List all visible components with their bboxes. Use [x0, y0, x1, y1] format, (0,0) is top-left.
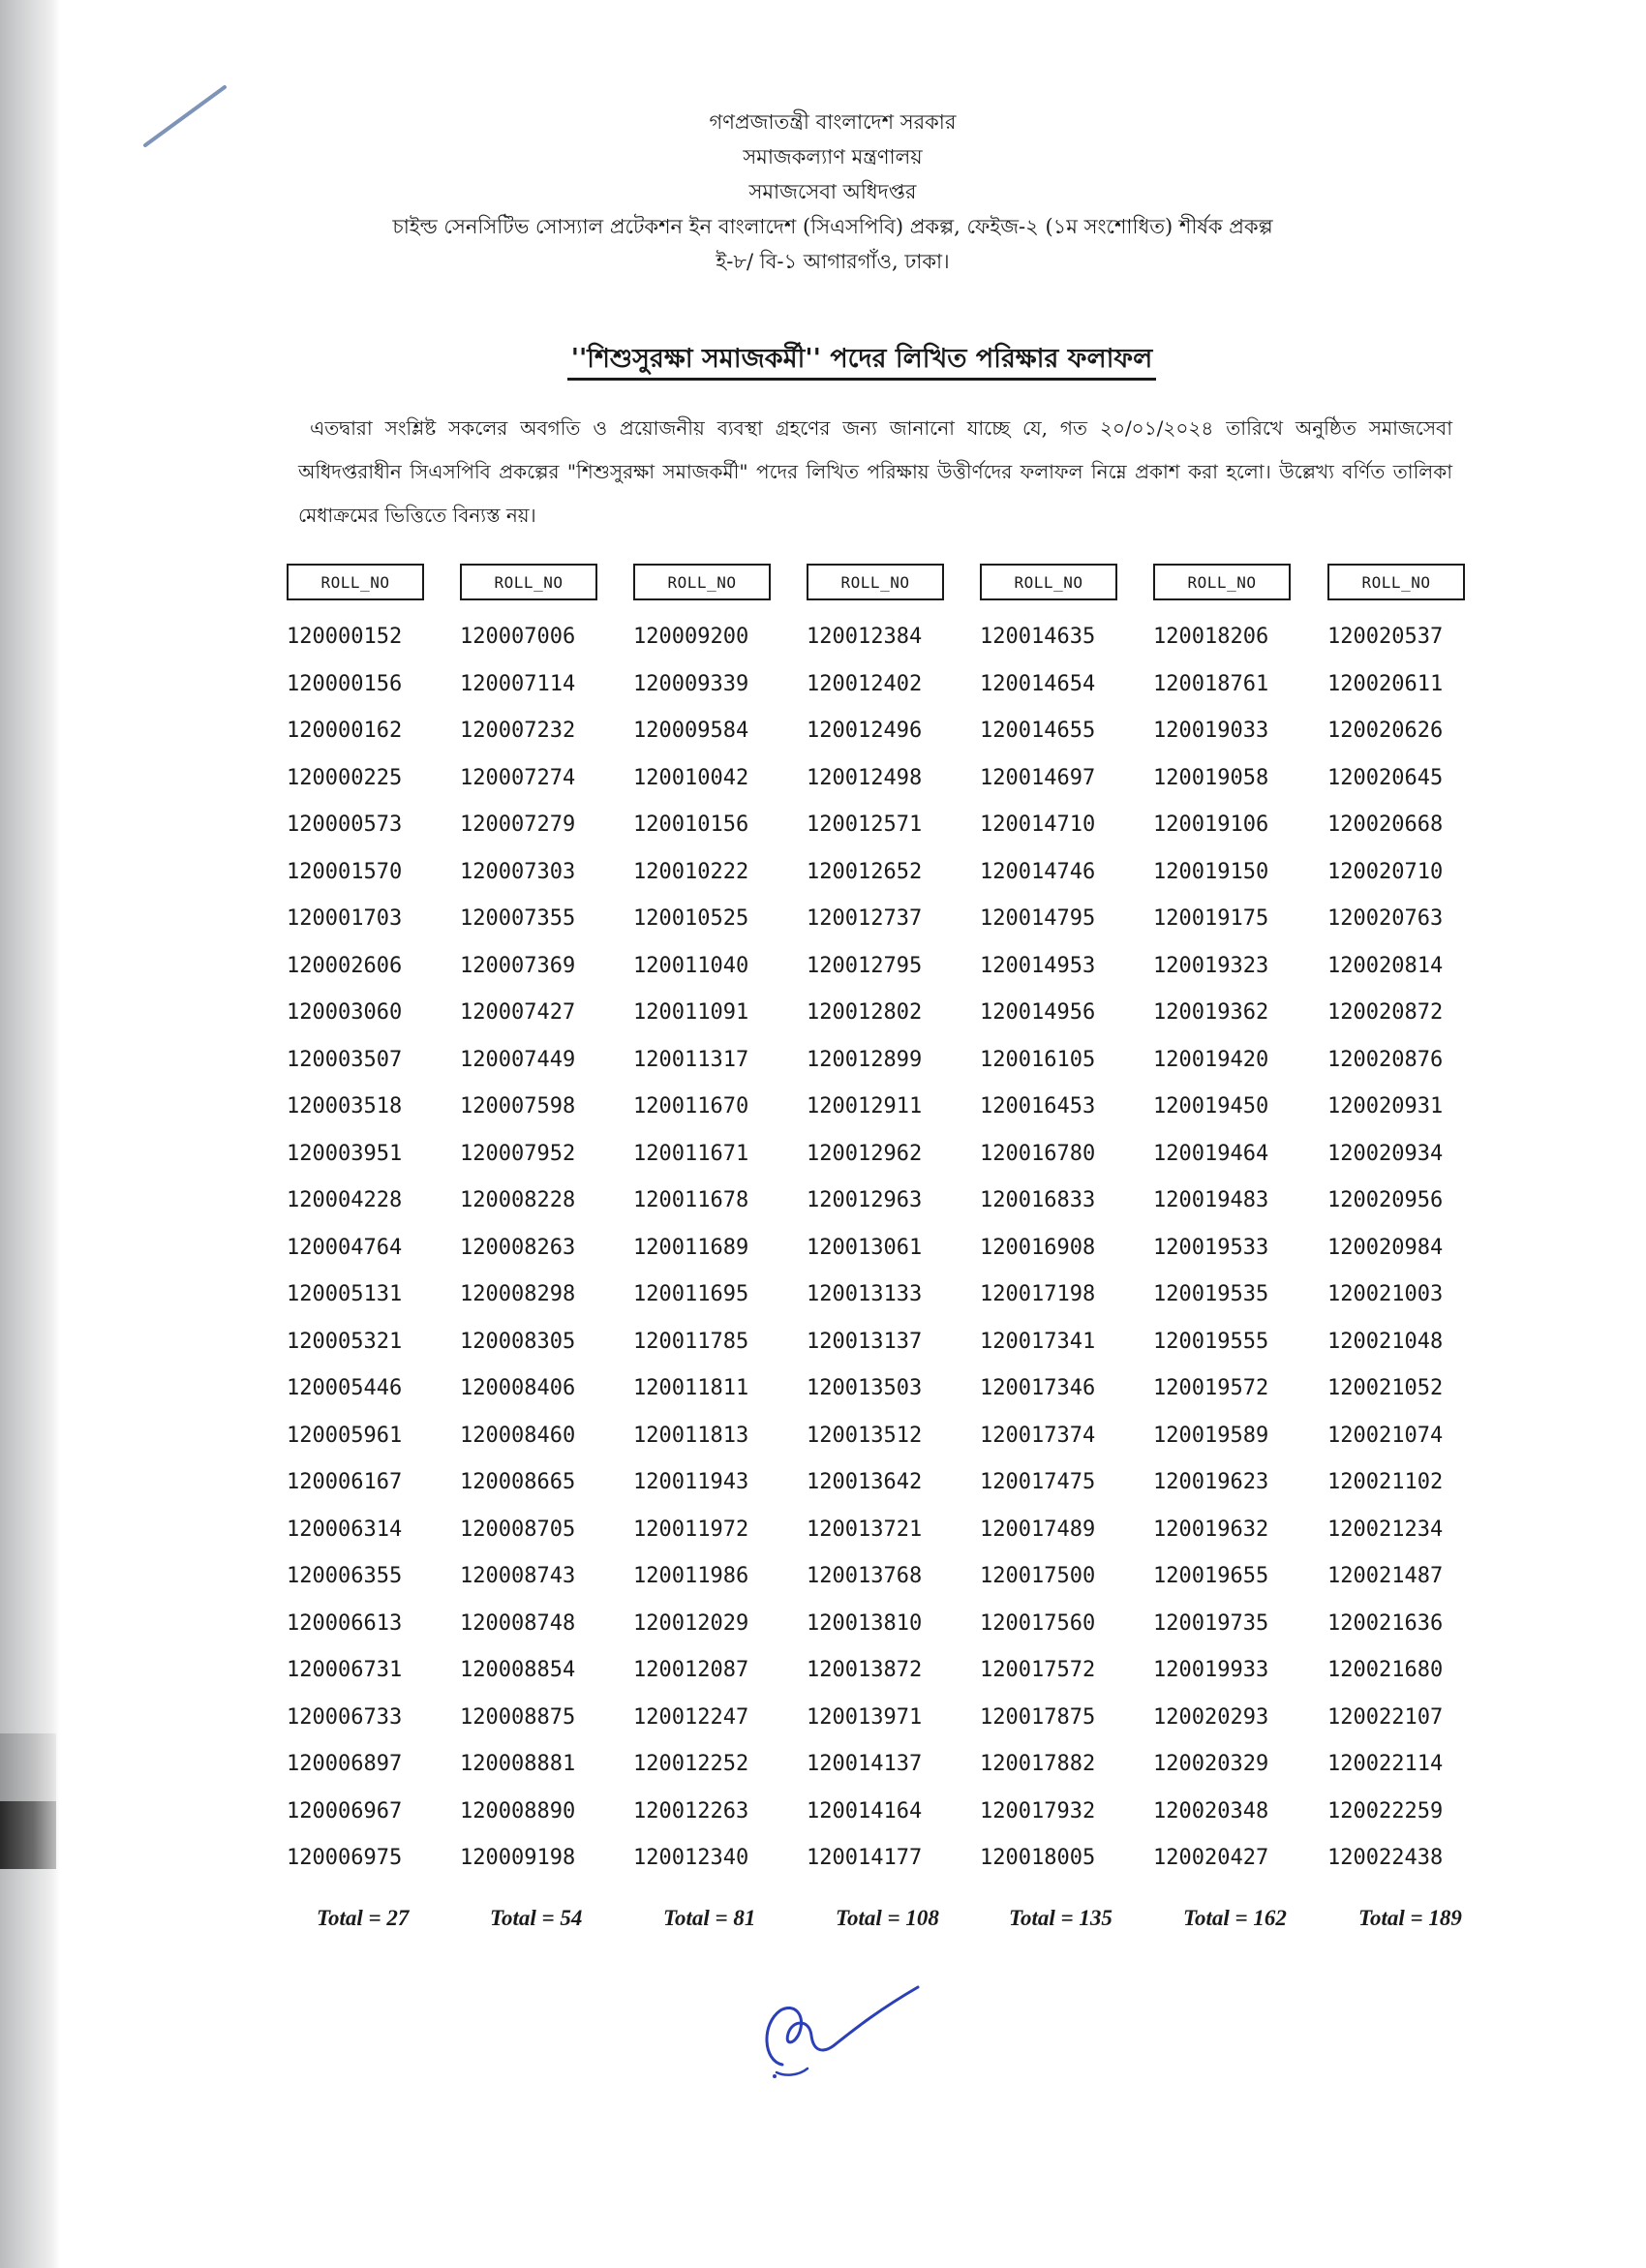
roll-number: 120013503	[807, 1376, 923, 1400]
roll-number: 120006613	[287, 1610, 403, 1636]
roll-number: 120003518	[287, 1094, 403, 1119]
document-title-wrap	[523, 339, 1201, 383]
column-header: ROLL_NO	[460, 564, 597, 600]
roll-number: 120014655	[980, 719, 1096, 743]
roll-number: 120011811	[633, 1376, 749, 1400]
roll-number: 120007598	[460, 1094, 576, 1119]
roll-number: 120020710	[1327, 859, 1444, 884]
column-header: ROLL_NO	[1327, 564, 1465, 600]
scan-mark	[0, 1801, 56, 1869]
roll-number: 120019632	[1153, 1517, 1269, 1542]
roll-number: 120013133	[807, 1282, 923, 1306]
roll-number: 120017572	[980, 1658, 1096, 1682]
roll-number: 120020763	[1327, 906, 1444, 931]
roll-number: 120017932	[980, 1798, 1096, 1824]
roll-number: 120003060	[287, 1000, 403, 1025]
roll-number: 120007279	[460, 812, 576, 837]
roll-number: 120007952	[460, 1141, 576, 1166]
column-header: ROLL_NO	[980, 564, 1117, 600]
roll-column	[460, 564, 625, 1883]
roll-number: 120019058	[1153, 765, 1269, 790]
roll-number: 120006355	[287, 1564, 403, 1588]
roll-number: 120007006	[460, 625, 576, 649]
roll-number: 120008460	[460, 1423, 576, 1448]
roll-number: 120022114	[1327, 1752, 1444, 1776]
roll-number: 120001703	[287, 906, 403, 931]
header-line: গণপ্রজাতন্ত্রী বাংলাদেশ সরকার	[709, 110, 957, 134]
roll-number: 120013768	[807, 1564, 923, 1588]
roll-number: 120012498	[807, 765, 923, 790]
roll-list	[807, 614, 971, 1883]
roll-number: 120017198	[980, 1282, 1096, 1306]
column-total: Total = 135	[1009, 1906, 1113, 1930]
roll-number: 120019589	[1153, 1423, 1269, 1448]
column-total: Total = 27	[317, 1906, 410, 1930]
signature	[755, 1976, 930, 2092]
roll-number: 120004228	[287, 1188, 403, 1212]
roll-number: 120021636	[1327, 1610, 1444, 1636]
roll-number: 120014956	[980, 1000, 1096, 1025]
roll-number: 120013872	[807, 1658, 923, 1682]
roll-number: 120020668	[1327, 812, 1444, 837]
roll-number: 120019933	[1153, 1658, 1269, 1682]
roll-number: 120008298	[460, 1282, 576, 1306]
header-line: সমাজসেবা অধিদপ্তর	[748, 180, 917, 203]
roll-column	[287, 564, 451, 1883]
roll-number: 120004764	[287, 1235, 403, 1260]
roll-list	[1327, 614, 1492, 1883]
roll-number: 120008854	[460, 1658, 576, 1682]
column-total: Total = 162	[1183, 1906, 1287, 1930]
roll-number: 120000156	[287, 671, 403, 696]
roll-number: 120006975	[287, 1846, 403, 1870]
scan-mark	[0, 1733, 56, 1801]
roll-number: 120012795	[807, 953, 923, 978]
roll-number: 120017882	[980, 1752, 1096, 1776]
roll-number: 120012496	[807, 719, 923, 743]
roll-number: 120007274	[460, 765, 576, 790]
roll-number: 120014177	[807, 1846, 923, 1870]
roll-number: 120006731	[287, 1658, 403, 1682]
roll-number: 120011689	[633, 1235, 749, 1260]
roll-number: 120014953	[980, 953, 1096, 978]
roll-number: 120014137	[807, 1752, 923, 1776]
roll-number: 120011813	[633, 1423, 749, 1448]
roll-number: 120017475	[980, 1470, 1096, 1494]
roll-list	[1153, 614, 1318, 1883]
roll-number: 120012737	[807, 906, 923, 931]
roll-number: 120020427	[1153, 1846, 1269, 1870]
column-header: ROLL_NO	[633, 564, 771, 600]
roll-number: 120019323	[1153, 953, 1269, 978]
roll-number: 120021102	[1327, 1470, 1444, 1494]
roll-number: 120006167	[287, 1470, 403, 1494]
roll-number: 120019362	[1153, 1000, 1269, 1025]
roll-list	[633, 614, 798, 1883]
header-line: চাইল্ড সেনসিটিভ সোস্যাল প্রটেকশন ইন বাংলাদেশ (সিএসপিবি) প্রকল্প, ফেইজ-২ (১ম সংশোধিত) শীর্ষক প্রকল্প	[392, 215, 1273, 238]
roll-number: 120008406	[460, 1376, 576, 1400]
roll-number: 120017346	[980, 1376, 1096, 1400]
roll-number: 120011671	[633, 1141, 749, 1166]
roll-column	[1153, 564, 1318, 1883]
roll-number: 120020814	[1327, 953, 1444, 978]
roll-number: 120012963	[807, 1188, 923, 1212]
roll-number: 120016908	[980, 1235, 1096, 1260]
roll-number: 120019533	[1153, 1235, 1269, 1260]
roll-number: 120011972	[633, 1517, 749, 1542]
roll-number: 120020537	[1327, 625, 1444, 649]
roll-number: 120014164	[807, 1798, 923, 1824]
roll-number: 120010525	[633, 906, 749, 931]
roll-number: 120012402	[807, 671, 923, 696]
roll-number: 120019450	[1153, 1094, 1269, 1119]
roll-number: 120009200	[633, 625, 749, 649]
roll-number: 120014697	[980, 765, 1096, 790]
roll-column	[807, 564, 971, 1883]
roll-number: 120016833	[980, 1188, 1096, 1212]
roll-number: 120019623	[1153, 1470, 1269, 1494]
roll-number: 120019735	[1153, 1610, 1269, 1636]
roll-number: 120012263	[633, 1798, 749, 1824]
roll-number: 120017489	[980, 1517, 1096, 1542]
roll-list	[287, 614, 451, 1883]
roll-column	[980, 564, 1144, 1883]
roll-number: 120014795	[980, 906, 1096, 931]
roll-number: 120019175	[1153, 906, 1269, 931]
roll-number: 120018761	[1153, 671, 1269, 696]
roll-number: 120008875	[460, 1704, 576, 1730]
roll-number: 120021003	[1327, 1282, 1444, 1306]
roll-number: 120014635	[980, 625, 1096, 649]
roll-number: 120010222	[633, 859, 749, 884]
column-header: ROLL_NO	[1153, 564, 1291, 600]
roll-number: 120011317	[633, 1047, 749, 1072]
pen-stroke-mark	[143, 83, 230, 151]
roll-number: 120012802	[807, 1000, 923, 1025]
roll-number: 120008305	[460, 1329, 576, 1354]
roll-column	[633, 564, 798, 1883]
roll-number: 120019535	[1153, 1282, 1269, 1306]
roll-number: 120013061	[807, 1235, 923, 1260]
roll-number: 120010156	[633, 812, 749, 837]
roll-number: 120000162	[287, 719, 403, 743]
roll-number: 120021052	[1327, 1376, 1444, 1400]
roll-number: 120020984	[1327, 1235, 1444, 1260]
roll-number: 120011670	[633, 1094, 749, 1119]
roll-number: 120021487	[1327, 1564, 1444, 1588]
column-header: ROLL_NO	[807, 564, 944, 600]
roll-number: 120019464	[1153, 1141, 1269, 1166]
roll-number: 120006733	[287, 1704, 403, 1730]
roll-number: 120021074	[1327, 1423, 1444, 1448]
roll-number: 120005321	[287, 1329, 403, 1354]
roll-number: 120006897	[287, 1752, 403, 1776]
roll-number: 120020329	[1153, 1752, 1269, 1776]
roll-number: 120014654	[980, 671, 1096, 696]
roll-number: 120019655	[1153, 1564, 1269, 1588]
roll-number: 120011943	[633, 1470, 749, 1494]
roll-number: 120019150	[1153, 859, 1269, 884]
roll-number: 120021680	[1327, 1658, 1444, 1682]
roll-number: 120020876	[1327, 1047, 1444, 1072]
roll-list	[460, 614, 625, 1883]
roll-number: 120011986	[633, 1564, 749, 1588]
roll-number: 120020934	[1327, 1141, 1444, 1166]
roll-number: 120003951	[287, 1141, 403, 1166]
roll-number: 120009198	[460, 1846, 576, 1870]
roll-number: 120010042	[633, 765, 749, 790]
roll-list	[980, 614, 1144, 1883]
roll-number: 120006967	[287, 1798, 403, 1824]
roll-number: 120000225	[287, 765, 403, 790]
roll-number: 120007114	[460, 671, 576, 696]
roll-number: 120009339	[633, 671, 749, 696]
roll-number: 120018206	[1153, 625, 1269, 649]
roll-number: 120013810	[807, 1610, 923, 1636]
roll-number: 120019572	[1153, 1376, 1269, 1400]
roll-number: 120007427	[460, 1000, 576, 1025]
notice-paragraph: এতদ্বারা সংশ্লিষ্ট সকলের অবগতি ও প্রয়োজনীয় ব্যবস্থা গ্রহণের জন্য জানানো যাচ্ছে যে, গত ২০/০১/২০২৪ তারিখে অনুষ্ঠিত সমাজসেবা অধিদপ্তরাধীন সিএসপিবি প্রকল্পের "শিশুসুরক্ষা সমাজকর্মী" পদের লিখিত পরিক্ষায় উত্তীর্ণদের ফলাফল নিম্নে প্রকাশ করা হলো। উল্লেখ্য বর্ণিত তালিকা মেধাক্রমের ভিত্তিতে বিন্যস্ত নয়।	[298, 416, 1452, 527]
column-header: ROLL_NO	[287, 564, 424, 600]
roll-number: 120012252	[633, 1752, 749, 1776]
roll-number: 120000152	[287, 625, 403, 649]
roll-number: 120012029	[633, 1610, 749, 1636]
roll-number: 120020956	[1327, 1188, 1444, 1212]
roll-number: 120011695	[633, 1282, 749, 1306]
roll-number: 120009584	[633, 719, 749, 743]
roll-number: 120007449	[460, 1047, 576, 1072]
roll-number: 120000573	[287, 812, 403, 837]
roll-number: 120005131	[287, 1282, 403, 1306]
roll-number: 120020931	[1327, 1094, 1444, 1119]
roll-number: 120021234	[1327, 1517, 1444, 1542]
scan-edge	[0, 0, 60, 2268]
roll-number: 120020645	[1327, 765, 1444, 790]
roll-number: 120011678	[633, 1188, 749, 1212]
header-line: সমাজকল্যাণ মন্ত্রণালয়	[743, 145, 923, 169]
roll-number: 120013721	[807, 1517, 923, 1542]
roll-number: 120012962	[807, 1141, 923, 1166]
roll-number: 120019033	[1153, 719, 1269, 743]
roll-number: 120022259	[1327, 1798, 1444, 1824]
document-title: ''শিশুসুরক্ষা সমাজকর্মী'' পদের লিখিত পরিক্ষার ফলাফল	[567, 344, 1157, 381]
roll-number: 120007303	[460, 859, 576, 884]
roll-number: 120020626	[1327, 719, 1444, 743]
roll-number: 120012652	[807, 859, 923, 884]
roll-number: 120012384	[807, 625, 923, 649]
roll-number: 120012899	[807, 1047, 923, 1072]
roll-number: 120011040	[633, 953, 749, 978]
roll-number: 120011091	[633, 1000, 749, 1025]
roll-number: 120020611	[1327, 671, 1444, 696]
roll-number: 120022107	[1327, 1704, 1444, 1730]
roll-number: 120001570	[287, 859, 403, 884]
roll-number: 120008263	[460, 1235, 576, 1260]
roll-number: 120012911	[807, 1094, 923, 1119]
roll-number: 120007369	[460, 953, 576, 978]
roll-number: 120016780	[980, 1141, 1096, 1166]
letterhead	[290, 105, 1375, 279]
roll-number: 120017875	[980, 1704, 1096, 1730]
roll-number: 120017374	[980, 1423, 1096, 1448]
roll-number: 120021048	[1327, 1329, 1444, 1354]
roll-number: 120013971	[807, 1704, 923, 1730]
roll-number: 120017341	[980, 1329, 1096, 1354]
roll-number: 120008748	[460, 1610, 576, 1636]
roll-number: 120016453	[980, 1094, 1096, 1119]
roll-number: 120020348	[1153, 1798, 1269, 1824]
roll-number: 120013137	[807, 1329, 923, 1354]
roll-number: 120019420	[1153, 1047, 1269, 1072]
roll-number: 120012247	[633, 1704, 749, 1730]
roll-number: 120013642	[807, 1470, 923, 1494]
roll-number: 120022438	[1327, 1846, 1444, 1870]
roll-number: 120008228	[460, 1188, 576, 1212]
roll-number: 120012571	[807, 812, 923, 837]
roll-number: 120012340	[633, 1846, 749, 1870]
roll-number: 120007355	[460, 906, 576, 931]
roll-number: 120005446	[287, 1376, 403, 1400]
roll-number: 120017500	[980, 1564, 1096, 1588]
roll-number: 120019483	[1153, 1188, 1269, 1212]
roll-number: 120012087	[633, 1658, 749, 1682]
roll-number: 120007232	[460, 719, 576, 743]
roll-number: 120008665	[460, 1470, 576, 1494]
roll-number: 120016105	[980, 1047, 1096, 1072]
roll-number: 120008743	[460, 1564, 576, 1588]
column-total: Total = 108	[836, 1906, 939, 1930]
roll-number: 120014746	[980, 859, 1096, 884]
column-total: Total = 54	[490, 1906, 583, 1930]
roll-number: 120005961	[287, 1423, 403, 1448]
roll-number: 120020293	[1153, 1704, 1269, 1730]
roll-number: 120013512	[807, 1423, 923, 1448]
roll-number: 120003507	[287, 1047, 403, 1072]
roll-number: 120006314	[287, 1517, 403, 1542]
roll-number: 120008890	[460, 1798, 576, 1824]
column-total: Total = 189	[1358, 1906, 1462, 1930]
roll-number: 120020872	[1327, 1000, 1444, 1025]
roll-column	[1327, 564, 1492, 1883]
roll-number: 120011785	[633, 1329, 749, 1354]
roll-number: 120018005	[980, 1846, 1096, 1870]
roll-number: 120017560	[980, 1610, 1096, 1636]
roll-number: 120008705	[460, 1517, 576, 1542]
header-line: ই-৮/ বি-১ আগারগাঁও, ঢাকা।	[716, 250, 950, 273]
roll-number: 120002606	[287, 953, 403, 978]
roll-number: 120014710	[980, 812, 1096, 837]
roll-number: 120008881	[460, 1752, 576, 1776]
roll-number: 120019555	[1153, 1329, 1269, 1354]
column-total: Total = 81	[663, 1906, 756, 1930]
roll-number: 120019106	[1153, 812, 1269, 837]
